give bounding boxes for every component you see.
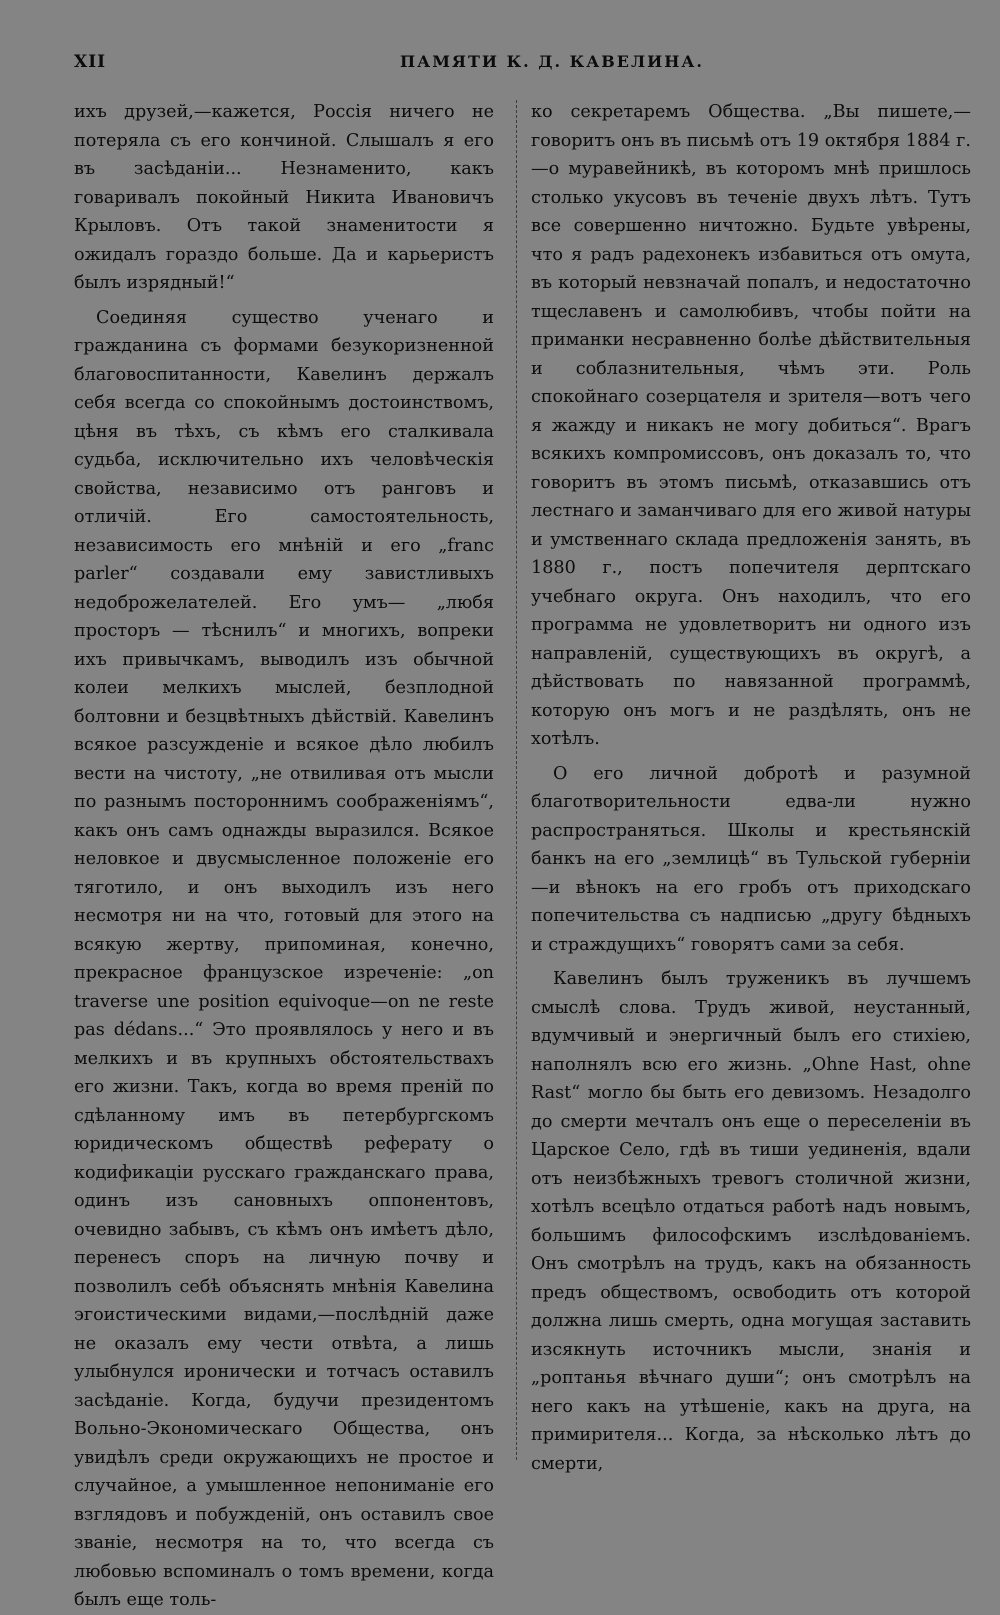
paragraph: Кавелинъ былъ труженикъ въ лучшемъ смыслѣ слова. Трудъ живой, неустанный, вдумчивый и энергичный былъ его стихіею, наполнялъ всю его жизнь. „Ohne Hast, ohne Rast“ могло бы быть его девизомъ. Незадолго до смерти мечталъ онъ еще о переселеніи въ Царское Село, гдѣ въ тиши уединенія, вдали отъ неизбѣжныхъ тревогъ столичной жизни, хотѣлъ всецѣло отдаться работѣ надъ новымъ, большимъ философскимъ изслѣдованіемъ. Онъ смотрѣлъ на трудъ, какъ на обязанность предъ обществомъ, освободить отъ которой должна лишь смерть, одна могущая заставить изсякнуть источникъ мысли, знанія и „роптанья вѣчнаго души“; онъ смотрѣлъ на него какъ на утѣшеніе, какъ на друга, на примирителя... Когда, за нѣсколько лѣтъ до смерти, [531, 969, 971, 1474]
running-title: ПАМЯТИ К. Д. КАВЕЛИНА. [400, 52, 704, 71]
paragraph: ко секретаремъ Общества. „Вы пишете,—говоритъ онъ въ письмѣ отъ 19 октября 1884 г.—о муравейникѣ, въ которомъ мнѣ пришлось столько укусовъ въ теченіе двухъ лѣтъ. Тутъ все совершенно ничтожно. Будьте увѣрены, что я радъ радехонекъ избавиться отъ омута, въ который невзначай попалъ, и недостаточно тщеславенъ и самолюбивъ, чтобы пойти на приманки несравненно болѣе дѣйствительныя и соблазнительныя, чѣмъ эти. Роль спокойнаго созерцателя и зрителя—вотъ чего я жажду и никакъ не могу добиться“. Врагъ всякихъ компромиссовъ, онъ доказалъ то, что говоритъ въ этомъ письмѣ, отказавшись отъ лестнаго и заманчиваго для его живой натуры и умственнаго склада предложенія занять, въ 1880 г., постъ попечителя дерптскаго учебнаго округа. Онъ находилъ, что его программа не удовлетворитъ ни одного изъ направленій, существующихъ въ округѣ, а дѣйствовать по навязанной программѣ, которую онъ могъ и не раздѣлять, онъ не хотѣлъ. [531, 102, 971, 749]
paragraph: ихъ друзей,—кажется, Россія ничего не потеряла съ его кончиной. Слышалъ я его въ засѣданіи... Незнаменито, какъ говаривалъ покойный Никита Ивановичъ Крыловъ. Отъ такой знаменитости я ожидалъ гораздо больше. Да и карьеристъ былъ изрядный!“ [74, 102, 494, 293]
page-number: XII [74, 52, 107, 72]
paragraph: Соединяя существо ученаго и гражданина съ формами безукоризненной благовоспитанности, Кавелинъ держалъ себя всегда со спокойнымъ достоинствомъ, цѣня въ тѣхъ, съ кѣмъ его сталкивала судьба, исключительно ихъ человѣческія свойства, независимо отъ ранговъ и отличій. Его самостоятельность, независимость его мнѣній и его „franc parler“ создавали ему завистливыхъ недоброжелателей. Его умъ— „любя просторъ — тѣснилъ“ и многихъ, вопреки ихъ привычкамъ, выводилъ изъ обычной колеи мелкихъ мыслей, безплодной болтовни и безцвѣтныхъ дѣйствій. Кавелинъ всякое разсужденіе и всякое дѣло любилъ вести на чистоту, „не отвиливая отъ мысли по разнымъ постороннимъ соображеніямъ“, какъ онъ самъ однажды выразился. Всякое неловкое и двусмысленное положеніе его тяготило, и онъ выходилъ изъ него несмотря ни на что, готовый для этого на всякую жертву, припоминая, конечно, прекрасное французское изреченіе: „on traverse une position equivoque—on ne reste pas dédans...“ Это проявлялось у него и въ мелкихъ и въ крупныхъ обстоятельствахъ его жизни. Такъ, когда во время преній по сдѣланному имъ въ петербургскомъ юридическомъ обществѣ реферату о кодификаціи русскаго гражданскаго права, одинъ изъ сановныхъ оппонентовъ, очевидно забывъ, съ кѣмъ онъ имѣетъ дѣло, перенесъ споръ на личную почву и позволилъ себѣ объяснять мнѣнія Кавелина эгоистическими видами,—послѣдній даже не оказалъ ему чести отвѣта, а лишь улыбнулся иронически и тотчасъ оставилъ засѣданіе. Когда, будучи президентомъ Вольно-Экономическаго Общества, онъ увидѣлъ среди окружающихъ не простое и случайное, а умышленное непониманіе его взглядовъ и побужденій, онъ оставилъ свое званіе, несмотря на то, что всегда съ любовью вспоминалъ о томъ времени, когда былъ еще толь- [74, 307, 494, 1610]
left-column [74, 98, 494, 1615]
page-header [74, 52, 970, 78]
column-divider [516, 100, 517, 1460]
right-column [531, 98, 971, 1478]
paragraph: О его личной добротѣ и разумной благотворительности едва-ли нужно распространяться. Школы и крестьянскій банкъ на его „землицѣ“ въ Тульской губерніи—и вѣнокъ на его гробъ отъ приходскаго попечительства съ надписью „другу бѣдныхъ и страждущихъ“ говорятъ сами за себя. [531, 763, 971, 955]
